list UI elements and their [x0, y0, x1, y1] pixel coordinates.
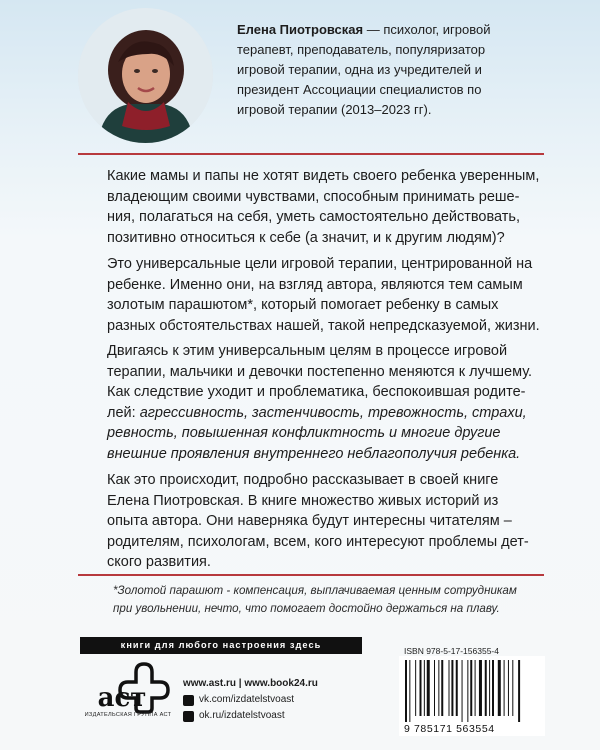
- logo-text: аст: [97, 683, 147, 713]
- barcode-bar: [479, 660, 482, 716]
- paragraph-1: Какие мамы и папы не хотят видеть своего ребенка уверенным, владеющим своими чувствами, способным принимать реше- ния, полагаться на себя, уметь самостоятельно действовать, позитивно относиться к себе (а значит, и к другим людям)?: [107, 168, 540, 246]
- barcode-bars: [399, 656, 545, 724]
- website-links[interactable]: www.ast.ru | www.book24.ru: [183, 678, 318, 689]
- barcode-bar: [470, 660, 472, 716]
- top-divider: [78, 153, 544, 155]
- author-bio: [237, 20, 585, 120]
- barcode-bar: [462, 660, 463, 722]
- barcode-bar: [438, 660, 439, 716]
- paragraph-4: Как это происходит, подробно рассказывает в своей книге Елена Пиотровская. В книге множество живых историй из опыта автора. Они наверняка будут интересны читателям – родителям, психологам, всем, кого интересуют проблемы дет- ского развития.: [107, 472, 529, 571]
- bottom-divider: [78, 574, 544, 576]
- barcode-bar: [492, 660, 494, 716]
- barcode-bar: [485, 660, 487, 716]
- barcode-bar: [508, 660, 509, 716]
- isbn-label: ISBN 978-5-17-156355-4: [404, 646, 499, 656]
- bio-line: — психолог, игровой: [366, 22, 491, 37]
- barcode-bar: [512, 660, 513, 716]
- paragraph-3: Двигаясь к этим универсальным целям в процессе игровой терапии, мальчики и девочки постепенно меняются к лучшему. Как следствие уходит и проблематика, беспокоившая родите- лей: агрессивность, застенчивость, тревожность, страхи, ревность, повышенная конфликтность и многие другие внешние проявления внутреннего неблагополучия ребенка.: [107, 343, 533, 462]
- barcode-bar: [456, 660, 458, 716]
- paragraph-2: Это универсальные цели игровой терапии, центрированной на ребенке. Именно они, на взгляд автора, являются тем самым золотым парашютом*, который помогает ребенку в самых разных обстоятельствах нашей, такой непредсказуемой, жизни.: [107, 256, 540, 334]
- barcode-bar: [489, 660, 490, 716]
- vk-icon: [183, 695, 194, 706]
- slogan-banner: книги для любого настроения здесь: [80, 637, 362, 654]
- ok-icon: [183, 711, 194, 722]
- ast-logo: [78, 660, 178, 732]
- author-portrait: [78, 8, 213, 143]
- barcode-bar: [449, 660, 450, 716]
- publisher-links: [183, 676, 363, 724]
- bio-line: игровой терапии (2013–2023 гг).: [237, 102, 432, 117]
- publisher-group: ИЗДАТЕЛЬСКАЯ ГРУППА АСТ: [84, 712, 172, 718]
- barcode-bar: [434, 660, 435, 716]
- barcode-bar: [467, 660, 468, 722]
- barcode-digits: 9 785171 563554: [404, 723, 495, 735]
- barcode-bar: [451, 660, 453, 716]
- barcode-bar: [424, 660, 425, 716]
- barcode-bar: [409, 660, 410, 722]
- barcode-bar: [441, 660, 443, 716]
- barcode-bar: [415, 660, 416, 716]
- barcode-bar: [518, 660, 520, 722]
- footnote: *Золотой парашют - компенсация, выплачиваемая ценным сотрудникам при увольнении, нечто, что помогает достойно держаться на плаву.: [113, 584, 517, 615]
- bio-line: президент Ассоциации специалистов по: [237, 82, 482, 97]
- barcode-bar: [504, 660, 505, 716]
- author-name: Елена Пиотровская: [237, 22, 364, 37]
- ok-link[interactable]: ok.ru/izdatelstvoast: [183, 708, 363, 724]
- barcode-bar: [475, 660, 476, 716]
- barcode-bar: [498, 660, 501, 716]
- bio-line: терапевт, преподаватель, популяризатор: [237, 42, 486, 57]
- bio-line: игровой терапии, одна из учредителей и: [237, 62, 482, 77]
- barcode-bar: [420, 660, 422, 716]
- barcode-bar: [405, 660, 407, 722]
- barcode-bar: [427, 660, 430, 716]
- vk-link[interactable]: vk.com/izdatelstvoast: [183, 692, 363, 708]
